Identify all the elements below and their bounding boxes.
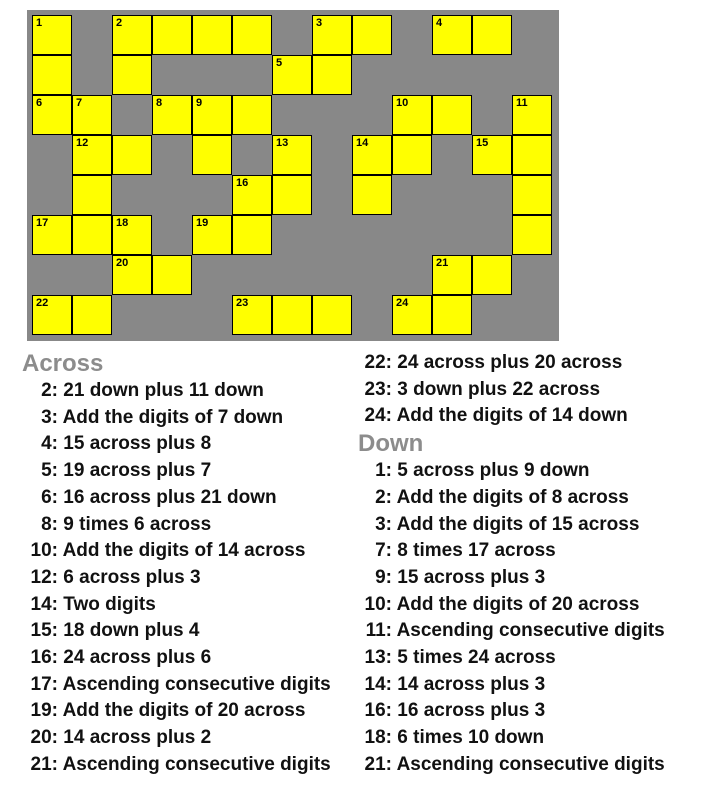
- cell-number: 15: [476, 137, 489, 149]
- cell-number: 22: [36, 297, 49, 309]
- grid-cell[interactable]: [112, 255, 152, 295]
- grid-cell[interactable]: [72, 135, 112, 175]
- cell-number: 6: [36, 97, 43, 109]
- clue-number: 16:: [30, 647, 58, 669]
- clue-text: 16 across plus 3: [392, 700, 546, 722]
- grid-cell[interactable]: [32, 95, 72, 135]
- grid-cell[interactable]: [512, 95, 552, 135]
- grid-cell[interactable]: [152, 15, 192, 55]
- clue-number: 17:: [30, 673, 58, 695]
- grid-cell[interactable]: [432, 295, 472, 335]
- clue-item: [22, 378, 331, 405]
- clue-item: [358, 538, 665, 565]
- across-heading: Across: [22, 350, 104, 377]
- grid-cell[interactable]: [192, 135, 232, 175]
- clue-number: 21:: [30, 753, 58, 775]
- clue-item: [22, 618, 331, 645]
- clue-number: 3:: [375, 513, 392, 535]
- clue-item: [358, 645, 665, 672]
- grid-cell[interactable]: [512, 215, 552, 255]
- cell-number: 18: [116, 217, 129, 229]
- clue-text: 19 across plus 7: [58, 460, 212, 482]
- clue-text: 14 across plus 2: [58, 727, 212, 749]
- clue-number: 14:: [30, 593, 58, 615]
- clue-number: 10:: [364, 593, 392, 615]
- cell-number: 7: [76, 97, 83, 109]
- crossnumber-grid: [27, 10, 559, 341]
- clue-text: Add the digits of 8 across: [392, 486, 629, 508]
- cell-number: 16: [236, 177, 249, 189]
- clue-text: 5 times 24 across: [392, 647, 556, 669]
- clue-item: [358, 377, 665, 404]
- grid-cell[interactable]: [392, 295, 432, 335]
- grid-cell[interactable]: [32, 295, 72, 335]
- cell-number: 23: [236, 297, 249, 309]
- clue-text: 8 times 17 across: [392, 540, 556, 562]
- clue-text: 18 down plus 4: [58, 620, 200, 642]
- grid-cell[interactable]: [72, 95, 112, 135]
- clue-item: [22, 405, 331, 432]
- grid-cell[interactable]: [232, 295, 272, 335]
- clue-text: 21 down plus 11 down: [58, 380, 264, 401]
- grid-cell[interactable]: [352, 135, 392, 175]
- clue-text: 6 times 10 down: [392, 727, 545, 749]
- cell-number: 13: [276, 137, 289, 149]
- clue-text: 15 across plus 8: [58, 433, 212, 455]
- clue-text: 24 across plus 6: [58, 647, 212, 669]
- clue-number: 21:: [364, 753, 392, 775]
- clue-text: 15 across plus 3: [392, 566, 546, 588]
- grid-cell[interactable]: [512, 135, 552, 175]
- grid-cell[interactable]: [392, 135, 432, 175]
- clue-number: 22:: [364, 352, 392, 373]
- clue-number: 14:: [364, 673, 392, 695]
- clue-text: Add the digits of 14 across: [58, 540, 306, 562]
- clue-number: 11:: [365, 620, 392, 642]
- grid-cell[interactable]: [112, 135, 152, 175]
- clue-text: Ascending consecutive digits: [392, 620, 665, 642]
- cell-number: 1: [36, 17, 43, 29]
- grid-cell[interactable]: [272, 175, 312, 215]
- cell-number: 4: [436, 17, 443, 29]
- clue-text: Ascending consecutive digits: [392, 753, 665, 775]
- clue-item: [358, 698, 665, 725]
- grid-cell[interactable]: [312, 295, 352, 335]
- cell-number: 12: [76, 137, 89, 149]
- clue-text: Add the digits of 15 across: [392, 513, 640, 535]
- grid-cell[interactable]: [232, 95, 272, 135]
- clue-number: 7:: [375, 540, 392, 562]
- clue-text: 14 across plus 3: [392, 673, 546, 695]
- clue-number: 6:: [41, 486, 58, 508]
- grid-cell[interactable]: [232, 175, 272, 215]
- clue-item: [358, 403, 665, 430]
- clue-item: [22, 752, 331, 779]
- grid-cell[interactable]: [232, 215, 272, 255]
- grid-cell[interactable]: [192, 95, 232, 135]
- clue-number: 1:: [375, 460, 392, 482]
- clue-number: 5:: [41, 460, 58, 482]
- clue-text: 5 across plus 9 down: [392, 460, 590, 482]
- clue-number: 10:: [30, 540, 58, 562]
- cell-number: 3: [316, 17, 323, 29]
- clue-number: 9:: [375, 566, 392, 588]
- clue-number: 4:: [41, 433, 58, 455]
- grid-cell[interactable]: [32, 55, 72, 95]
- grid-cell[interactable]: [32, 215, 72, 255]
- grid-cell[interactable]: [472, 255, 512, 295]
- across-clue-list-continued: [358, 350, 665, 430]
- cell-number: 9: [196, 97, 203, 109]
- clue-number: 2:: [41, 380, 58, 401]
- grid-cell[interactable]: [112, 215, 152, 255]
- clue-number: 3:: [41, 406, 58, 428]
- grid-cell[interactable]: [472, 15, 512, 55]
- clue-item: [22, 565, 331, 592]
- clue-item: [358, 618, 665, 645]
- grid-cell[interactable]: [152, 255, 192, 295]
- clue-text: Two digits: [58, 593, 156, 615]
- grid-cell[interactable]: [72, 295, 112, 335]
- cell-number: 19: [196, 217, 209, 229]
- clue-text: 24 across plus 20 across: [392, 352, 623, 373]
- cell-number: 21: [436, 257, 449, 269]
- clue-number: 13:: [364, 647, 392, 669]
- clue-item: [22, 458, 331, 485]
- grid-cell[interactable]: [112, 15, 152, 55]
- grid-cell[interactable]: [72, 175, 112, 215]
- clue-number: 19:: [30, 700, 58, 722]
- grid-cell[interactable]: [512, 175, 552, 215]
- clue-text: Add the digits of 20 across: [392, 593, 640, 615]
- clues-right-column: [358, 350, 665, 779]
- grid-cell[interactable]: [392, 95, 432, 135]
- clue-item: [22, 645, 331, 672]
- cell-number: 17: [36, 217, 49, 229]
- clue-text: Add the digits of 20 across: [58, 700, 306, 722]
- clue-text: Add the digits of 14 down: [392, 405, 628, 427]
- clue-text: 9 times 6 across: [58, 513, 212, 535]
- clues-left-column: [22, 350, 331, 779]
- clue-item: [358, 565, 665, 592]
- grid-cell[interactable]: [272, 55, 312, 95]
- clue-text: 6 across plus 3: [58, 566, 201, 588]
- grid-cell[interactable]: [272, 295, 312, 335]
- clue-item: [22, 698, 331, 725]
- clue-number: 24:: [364, 405, 392, 427]
- clue-number: 20:: [30, 727, 58, 749]
- grid-cell[interactable]: [312, 15, 352, 55]
- grid-cell[interactable]: [312, 55, 352, 95]
- clue-text: Ascending consecutive digits: [58, 673, 331, 695]
- clue-item: [358, 458, 665, 485]
- grid-cell[interactable]: [432, 95, 472, 135]
- clue-text: Add the digits of 7 down: [58, 406, 284, 428]
- clue-number: 18:: [364, 727, 392, 749]
- grid-cell[interactable]: [432, 255, 472, 295]
- clue-item: [22, 538, 331, 565]
- down-clue-list: [358, 458, 665, 778]
- grid-cell[interactable]: [432, 15, 472, 55]
- clue-text: 16 across plus 21 down: [58, 486, 277, 508]
- clue-number: 15:: [30, 620, 58, 642]
- grid-cell[interactable]: [232, 15, 272, 55]
- cell-number: 8: [156, 97, 163, 109]
- clue-item: [22, 592, 331, 619]
- clue-item: [358, 592, 665, 619]
- clue-item: [22, 512, 331, 539]
- grid-cell[interactable]: [472, 135, 512, 175]
- cell-number: 14: [356, 137, 369, 149]
- grid-cell[interactable]: [152, 95, 192, 135]
- cell-number: 10: [396, 97, 409, 109]
- clue-item: [358, 350, 665, 377]
- down-heading: Down: [358, 430, 424, 458]
- clue-number: 2:: [375, 486, 392, 508]
- clue-item: [358, 672, 665, 699]
- clue-text: 3 down plus 22 across: [392, 378, 601, 400]
- grid-cell[interactable]: [192, 15, 232, 55]
- grid-cell[interactable]: [192, 215, 232, 255]
- cell-number: 5: [276, 57, 283, 69]
- cell-number: 20: [116, 257, 129, 269]
- clue-text: Ascending consecutive digits: [58, 753, 331, 775]
- grid-cell[interactable]: [32, 15, 72, 55]
- clue-number: 16:: [364, 700, 392, 722]
- grid-cell[interactable]: [272, 135, 312, 175]
- clue-item: [22, 431, 331, 458]
- clue-number: 23:: [364, 378, 392, 400]
- clue-item: [358, 752, 665, 779]
- clue-number: 8:: [41, 513, 58, 535]
- cell-number: 11: [516, 97, 528, 109]
- clue-item: [358, 512, 665, 539]
- across-clue-list: [22, 378, 331, 779]
- clue-item: [358, 485, 665, 512]
- grid-cell[interactable]: [352, 175, 392, 215]
- clue-item: [22, 485, 331, 512]
- clue-number: 12:: [30, 566, 58, 588]
- clue-item: [22, 725, 331, 752]
- cell-number: 24: [396, 297, 409, 309]
- grid-cell[interactable]: [72, 215, 112, 255]
- clue-item: [358, 725, 665, 752]
- cell-number: 2: [116, 17, 123, 29]
- clue-item: [22, 672, 331, 699]
- grid-cell[interactable]: [352, 15, 392, 55]
- grid-cell[interactable]: [112, 55, 152, 95]
